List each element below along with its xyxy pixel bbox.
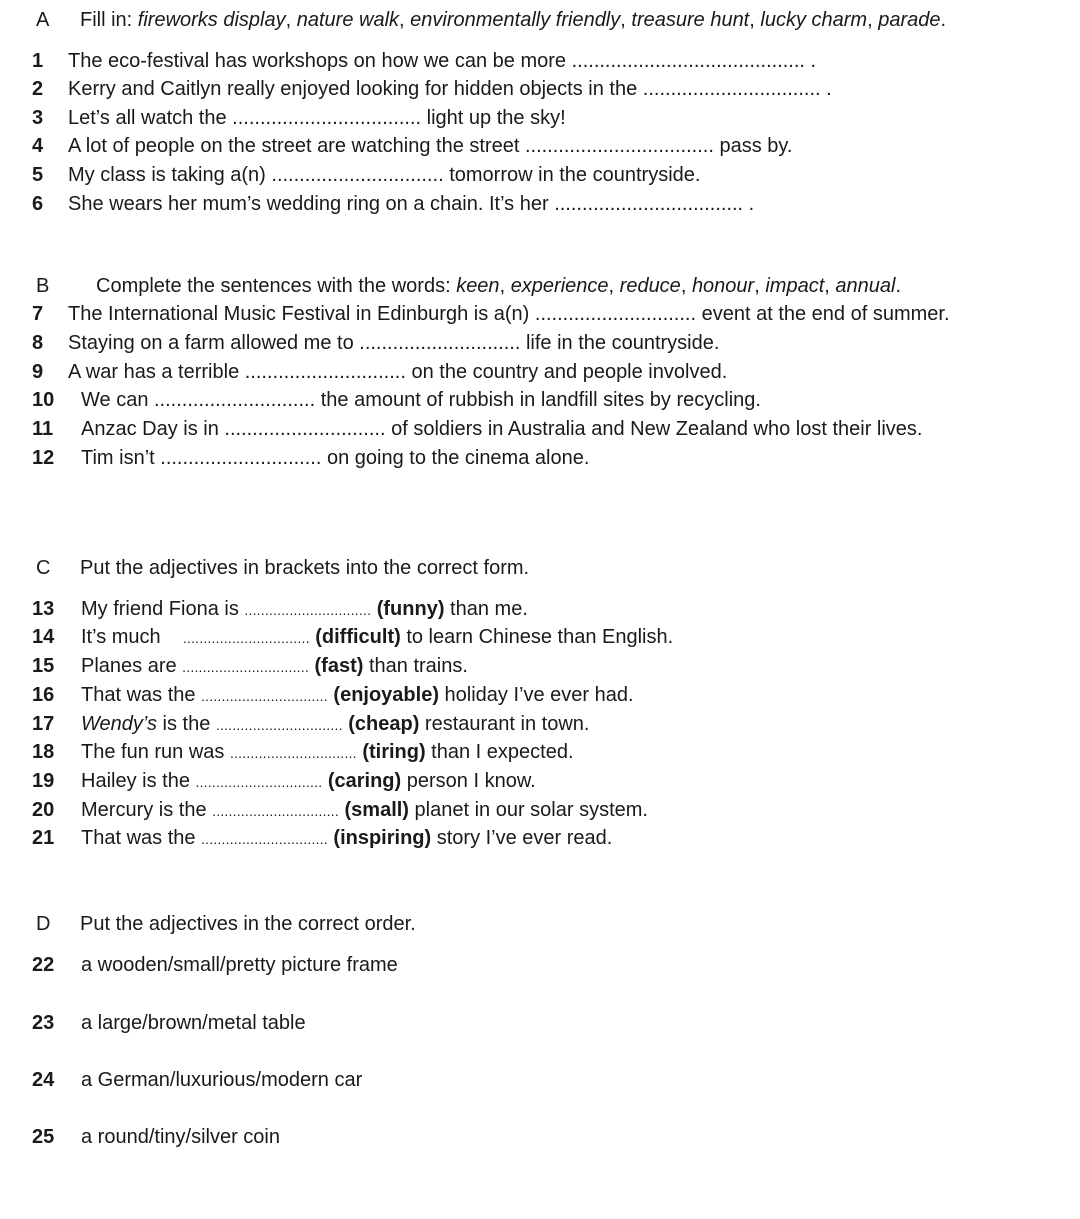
bracket-adjective: (inspiring) — [333, 827, 432, 849]
answer-blank[interactable]: ............................... — [182, 630, 310, 646]
answer-blank[interactable]: ............................. — [154, 389, 316, 411]
section-instruction: Put the adjectives in brackets into the correct form. — [80, 557, 530, 579]
answer-blank[interactable]: .................................. — [554, 193, 744, 215]
answer-blank[interactable]: ............................... — [271, 164, 444, 186]
item-number: 8 — [32, 332, 44, 354]
item-number: 4 — [32, 135, 44, 157]
item-number: 23 — [32, 1012, 55, 1034]
answer-blank[interactable]: ............................... — [201, 831, 328, 847]
item-number: 20 — [32, 799, 55, 821]
answer-blank[interactable]: ............................... — [182, 659, 309, 675]
item-number: 11 — [32, 418, 54, 440]
answer-blank[interactable]: ............................... — [212, 803, 339, 819]
item-text: a round/tiny/silver coin — [81, 1126, 280, 1148]
answer-blank[interactable]: .......................................... — [571, 50, 805, 72]
bracket-adjective: (enjoyable) — [333, 684, 439, 706]
answer-blank[interactable]: ................................ — [642, 78, 821, 100]
section-letter: B — [36, 275, 50, 297]
answer-blank[interactable]: ............................. — [534, 303, 697, 325]
bracket-adjective: (caring) — [327, 770, 402, 792]
bracket-adjective: (tiring) — [362, 741, 426, 763]
answer-blank[interactable]: ............................. — [244, 361, 406, 383]
item-text: a large/brown/metal table — [81, 1012, 306, 1034]
answer-blank[interactable]: ............................... — [215, 717, 343, 733]
answer-blank[interactable]: ............................. — [224, 418, 386, 440]
answer-blank[interactable]: ............................. — [160, 447, 322, 469]
item-number: 16 — [32, 684, 55, 706]
bracket-adjective: (small) — [344, 799, 409, 821]
item-number: 18 — [32, 741, 55, 763]
item-number: 12 — [32, 447, 55, 469]
item-number: 19 — [32, 770, 55, 792]
section-a-header — [0, 8, 1080, 32]
item-number: 7 — [32, 303, 44, 325]
answer-blank[interactable]: ............................... — [244, 602, 372, 618]
item-number: 25 — [32, 1126, 55, 1148]
item-number: 14 — [32, 626, 55, 648]
item-number: 6 — [32, 193, 44, 215]
item-number: 22 — [32, 954, 55, 976]
item-number: 17 — [32, 713, 55, 735]
item-number: 2 — [32, 78, 44, 100]
answer-blank[interactable]: ............................... — [195, 774, 323, 790]
answer-blank[interactable]: ............................... — [201, 688, 328, 704]
item-number: 1 — [32, 50, 44, 72]
item-text: a German/luxurious/modern car — [81, 1069, 363, 1091]
bracket-adjective: (difficult) — [315, 626, 401, 648]
section-letter: C — [36, 557, 51, 579]
item-number: 15 — [32, 655, 55, 677]
bracket-adjective: (funny) — [376, 598, 445, 620]
bracket-adjective: (fast) — [314, 655, 364, 677]
section-letter: D — [36, 913, 51, 935]
item-number: 10 — [32, 389, 55, 411]
item-number: 24 — [32, 1069, 55, 1091]
item-number: 5 — [32, 164, 44, 186]
item-number: 13 — [32, 598, 55, 620]
answer-blank[interactable]: ............................. — [359, 332, 521, 354]
item-number: 9 — [32, 361, 44, 383]
answer-blank[interactable]: .................................. — [232, 107, 422, 129]
section-instruction: Put the adjectives in the correct order. — [80, 913, 416, 935]
bracket-adjective: (cheap) — [348, 713, 420, 735]
item-number: 3 — [32, 107, 44, 129]
answer-blank[interactable]: ............................... — [229, 745, 357, 761]
section-instruction: Complete the sentences with the words: keen, experience, reduce, honour, impact, annual. — [96, 275, 901, 297]
section-b-header — [0, 274, 1080, 298]
item-text: a wooden/small/pretty picture frame — [81, 954, 398, 976]
item-number: 21 — [32, 827, 55, 849]
answer-blank[interactable]: .................................. — [524, 135, 714, 157]
section-instruction: Fill in: fireworks display, nature walk, environmentally friendly, treasure hunt, lucky charm, parade. — [80, 9, 947, 31]
section-letter: A — [36, 9, 50, 31]
